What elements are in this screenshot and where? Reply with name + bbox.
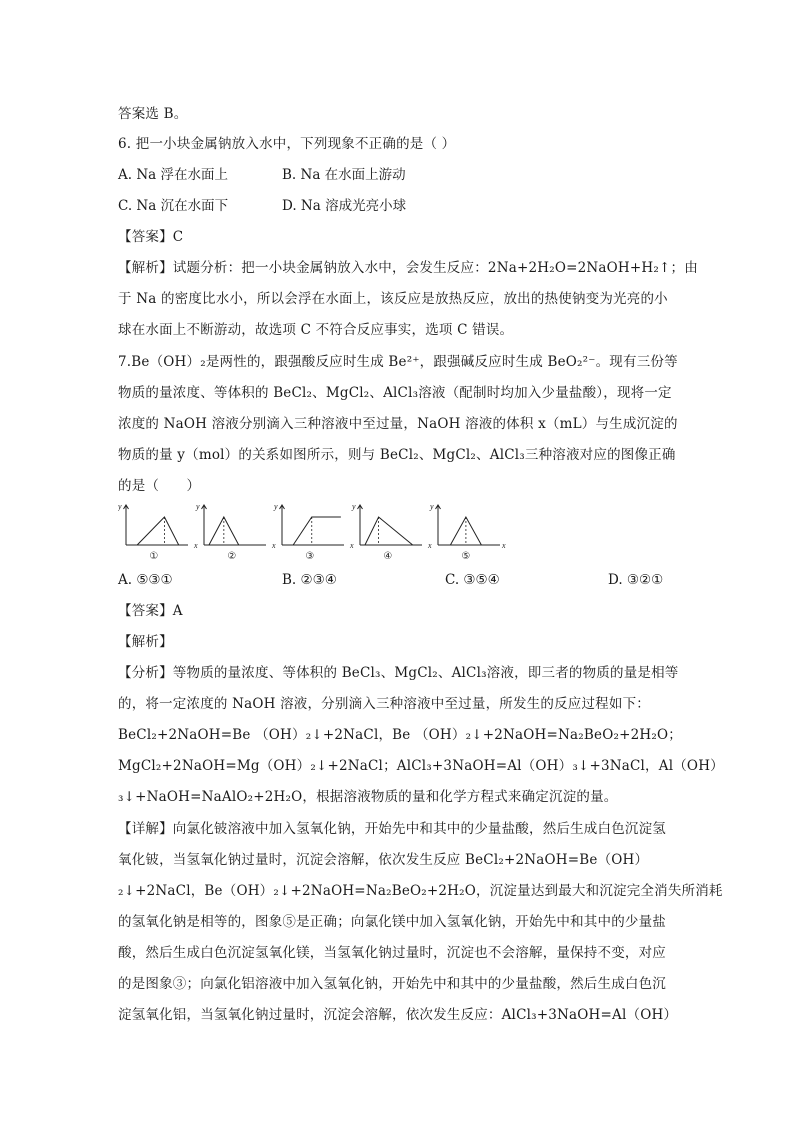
graph-curve xyxy=(365,517,413,545)
y-axis-label: y xyxy=(352,502,356,511)
graph-panel-label: ② xyxy=(227,551,237,562)
x-axis-label: x xyxy=(194,541,198,550)
graphs-figure xyxy=(118,499,508,571)
text-line: 于 Na 的密度比水小，所以会浮在水面上，该反应是放热反应，放出的热使钠变为光亮的小 xyxy=(118,291,668,307)
graph-curve xyxy=(137,517,179,545)
text-line: 的是图象③；向氯化铝溶液中加入氢氧化钠，开始先中和其中的少量盐酸，然后生成白色沉 xyxy=(118,976,666,992)
q7-option-a: A. ⑤③① xyxy=(118,572,173,588)
q6-option-c: C. Na 沉在水面下 xyxy=(118,198,229,214)
q7-option-d: D. ③②① xyxy=(608,572,664,588)
text-line: 酸，然后生成白色沉淀氢氧化镁，当氢氧化钠过量时，沉淀也不会溶解，量保持不变，对应 xyxy=(118,945,666,961)
text-line: 的氢氧化钠是相等的，图象⑤是正确；向氯化镁中加入氢氧化钠，开始先中和其中的少量盐 xyxy=(118,914,666,930)
text-line: 【解析】试题分析：把一小块金属钠放入水中，会发生反应：2Na+2H₂O=2NaOH+H₂↑；由 xyxy=(118,260,698,276)
text-line: 【详解】向氯化铍溶液中加入氢氧化钠，开始先中和其中的少量盐酸，然后生成白色沉淀氢 xyxy=(118,821,666,837)
x-axis-label: x xyxy=(428,541,432,550)
text-line: 球在水面上不断游动，故选项 C 不符合反应事实，选项 C 错误。 xyxy=(118,322,514,338)
q6-option-d: D. Na 溶成光亮小球 xyxy=(282,198,407,214)
analysis-heading: 【解析】 xyxy=(118,634,173,650)
q7-option-b: B. ②③④ xyxy=(282,572,337,588)
q6-option-b: B. Na 在水面上游动 xyxy=(282,167,406,183)
graph-panel-label: ⑤ xyxy=(461,551,471,562)
equation-line: MgCl₂+2NaOH=Mg（OH）₂↓+2NaCl；AlCl₃+3NaOH=Al（OH）₃↓+3NaCl，Al（OH） xyxy=(118,758,724,774)
text-line: 答案选 B。 xyxy=(118,106,188,122)
y-axis-label: y xyxy=(274,502,278,511)
text-line: 氧化铍，当氢氧化钠过量时，沉淀会溶解，依次发生反应 BeCl₂+2NaOH=Be（OH） xyxy=(118,852,649,868)
answer-7: 【答案】A xyxy=(118,603,183,619)
question-6: 6. 把一小块金属钠放入水中，下列现象不正确的是（ ） xyxy=(118,136,456,152)
graph-strip xyxy=(118,499,508,571)
answer-6: 【答案】C xyxy=(118,229,184,245)
text-line: 浓度的 NaOH 溶液分别滴入三种溶液中至过量，NaOH 溶液的体积 x（mL）与生成沉淀的 xyxy=(118,416,678,432)
text-line: 的是（ ） xyxy=(118,478,201,494)
graph-panel-label: ① xyxy=(149,551,159,562)
text-line: 的，将一定浓度的 NaOH 溶液，分别滴入三种溶液中至过量，所发生的反应过程如下： xyxy=(118,696,650,712)
equation-line: ₃↓+NaOH=NaAlO₂+2H₂O，根据溶液物质的量和化学方程式来确定沉淀的量。 xyxy=(118,789,618,805)
text-line: 物质的量 y（mol）的关系如图所示，则与 BeCl₂、MgCl₂、AlCl₃三种溶液对应的图像正确 xyxy=(118,447,676,463)
q7-option-c: C. ③⑤④ xyxy=(445,572,500,588)
y-axis-label: y xyxy=(430,502,434,511)
text-line: 【分析】等物质的量浓度、等体积的 BeCl₃、MgCl₂、AlCl₃溶液，即三者的物质的量是相等 xyxy=(118,665,679,681)
x-axis-label: x xyxy=(272,541,276,550)
x-axis-label: x xyxy=(350,541,354,550)
text-line: 淀氢氧化铝，当氢氧化钠过量时，沉淀会溶解，依次发生反应：AlCl₃+3NaOH=Al（OH） xyxy=(118,1007,678,1023)
x-axis-label: x xyxy=(502,541,506,550)
graph-panel-label: ③ xyxy=(305,551,315,562)
text-line: ₂↓+2NaCl，Be（OH）₂↓+2NaOH=Na₂BeO₂+2H₂O，沉淀量达到最大和沉淀完全消失所消耗 xyxy=(118,883,723,899)
question-7: 7.Be（OH）₂是两性的，跟强酸反应时生成 Be²⁺，跟强碱反应时生成 BeO₂²⁻。现有三份等 xyxy=(118,354,678,370)
graph-panel-label: ④ xyxy=(383,551,393,562)
text-line: 物质的量浓度、等体积的 BeCl₂、MgCl₂、AlCl₃溶液（配制时均加入少量盐酸），现将一定 xyxy=(118,385,672,401)
graph-curve xyxy=(293,517,341,545)
y-axis-label: y xyxy=(118,502,122,511)
q6-option-a: A. Na 浮在水面上 xyxy=(118,167,228,183)
y-axis-label: y xyxy=(196,502,200,511)
equation-line: BeCl₂+2NaOH=Be （OH）₂↓+2NaCl，Be （OH）₂↓+2NaOH=Na₂BeO₂+2H₂O； xyxy=(118,727,682,743)
